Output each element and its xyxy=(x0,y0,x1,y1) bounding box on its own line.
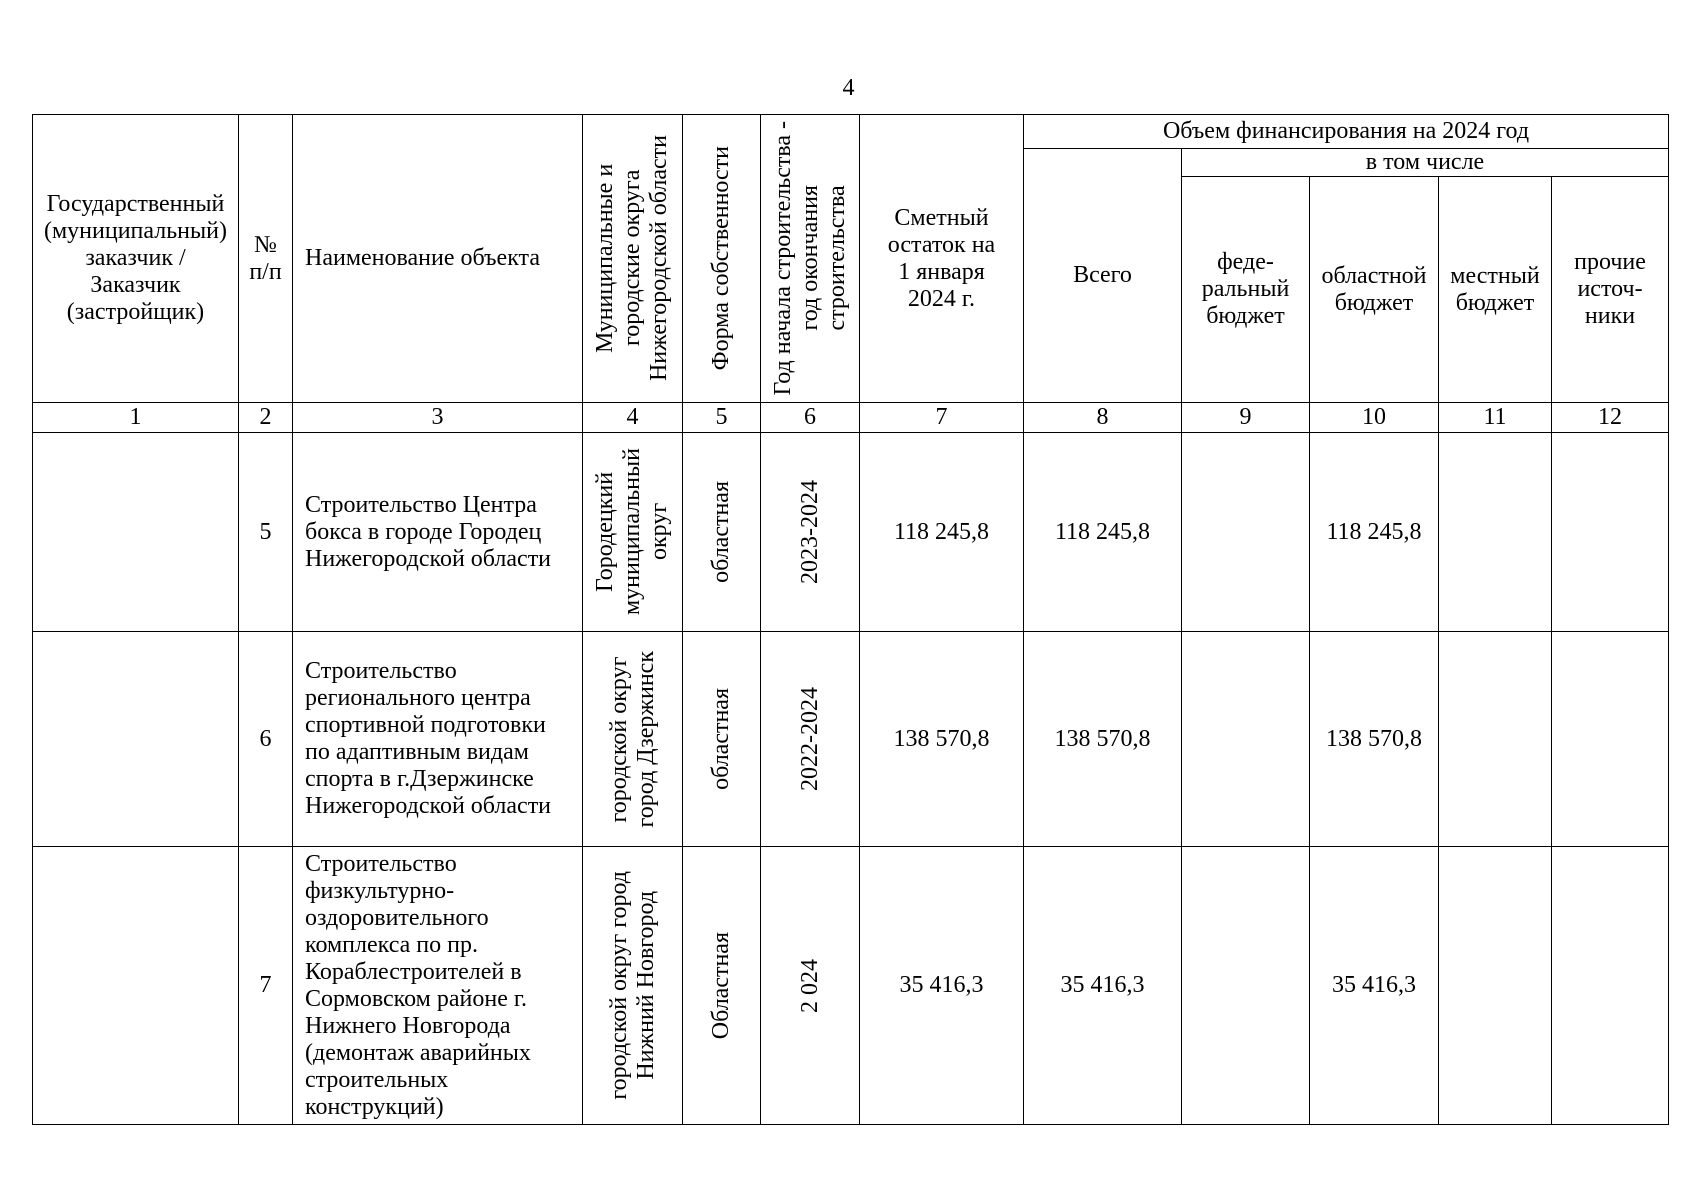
cell-federal-budget xyxy=(1182,847,1310,1125)
cell-construction-years xyxy=(761,847,860,1125)
cell-ownership xyxy=(683,433,761,632)
cell-construction-years-wrap xyxy=(763,437,857,627)
cell-municipality-text: городской округ город Дзержинск xyxy=(605,650,659,828)
cell-construction-years-text: 2022-2024 xyxy=(796,687,823,791)
column-number-2: 2 xyxy=(239,403,293,433)
cell-ownership-text: областная xyxy=(708,688,734,790)
cell-federal-budget xyxy=(1182,433,1310,632)
cell-ownership-text: областная xyxy=(708,481,734,583)
cell-municipality-wrap xyxy=(585,636,680,842)
cell-estimated-balance: 118 245,8 xyxy=(860,433,1024,632)
cell-construction-years xyxy=(761,433,860,632)
cell-other-sources xyxy=(1552,847,1669,1125)
cell-number: 6 xyxy=(239,632,293,847)
cell-municipality-wrap xyxy=(585,852,680,1120)
page-number: 4 xyxy=(842,75,855,101)
header-ownership-label: Форма собственности xyxy=(708,146,734,371)
header-financing-group: Объем финансирования на 2024 год xyxy=(1024,115,1669,149)
cell-construction-years-wrap xyxy=(763,636,857,842)
header-construction-years xyxy=(761,115,860,403)
column-number-10: 10 xyxy=(1310,403,1439,433)
header-municipality xyxy=(583,115,683,403)
cell-customer xyxy=(33,632,239,847)
table-row xyxy=(33,847,1669,1125)
header-regional-budget: областной бюджет xyxy=(1310,177,1439,403)
header-including-group: в том числе xyxy=(1182,149,1669,177)
cell-construction-years-text: 2 024 xyxy=(796,958,823,1013)
cell-regional-budget: 138 570,8 xyxy=(1310,632,1439,847)
cell-object-name: Строительство Центра бокса в городе Городец Нижегородской области xyxy=(293,433,583,632)
cell-municipality xyxy=(583,433,683,632)
cell-number: 7 xyxy=(239,847,293,1125)
cell-local-budget xyxy=(1439,433,1552,632)
cell-municipality-text: Городецкий муниципальный округ xyxy=(592,448,672,616)
column-number-12: 12 xyxy=(1552,403,1669,433)
column-number-8: 8 xyxy=(1024,403,1182,433)
cell-regional-budget: 118 245,8 xyxy=(1310,433,1439,632)
table-row xyxy=(33,433,1669,632)
column-number-11: 11 xyxy=(1439,403,1552,433)
header-total: Всего xyxy=(1024,149,1182,403)
cell-construction-years-wrap xyxy=(763,852,857,1120)
cell-customer xyxy=(33,433,239,632)
header-estimated-balance: Сметный остаток на 1 января 2024 г. xyxy=(860,115,1024,403)
header-ownership-wrap xyxy=(685,119,758,399)
cell-estimated-balance: 138 570,8 xyxy=(860,632,1024,847)
cell-construction-years-text: 2023-2024 xyxy=(796,480,823,584)
cell-federal-budget xyxy=(1182,632,1310,847)
cell-municipality-text: городской округ город Нижний Новгород xyxy=(605,871,659,1100)
column-number-9: 9 xyxy=(1182,403,1310,433)
cell-total: 138 570,8 xyxy=(1024,632,1182,847)
cell-number: 5 xyxy=(239,433,293,632)
cell-municipality xyxy=(583,632,683,847)
cell-other-sources xyxy=(1552,632,1669,847)
cell-total: 118 245,8 xyxy=(1024,433,1182,632)
column-number-5: 5 xyxy=(683,403,761,433)
header-municipality-wrap xyxy=(585,119,680,399)
cell-local-budget xyxy=(1439,847,1552,1125)
header-customer: Государственный (муниципальный) заказчик / Заказчик (застройщик) xyxy=(33,115,239,403)
header-row-1 xyxy=(33,115,1669,149)
column-numbers-row xyxy=(33,403,1669,433)
cell-total: 35 416,3 xyxy=(1024,847,1182,1125)
cell-regional-budget: 35 416,3 xyxy=(1310,847,1439,1125)
cell-municipality-wrap xyxy=(585,437,680,627)
financing-table xyxy=(32,114,1669,1125)
cell-other-sources xyxy=(1552,433,1669,632)
cell-construction-years xyxy=(761,632,860,847)
header-construction-years-wrap xyxy=(763,119,857,399)
header-construction-years-label: Год начала строительства - год окончания строительства xyxy=(769,121,850,396)
column-number-6: 6 xyxy=(761,403,860,433)
header-ownership xyxy=(683,115,761,403)
cell-ownership-wrap xyxy=(685,437,758,627)
cell-customer xyxy=(33,847,239,1125)
header-object-name: Наименование объекта xyxy=(293,115,583,403)
column-number-7: 7 xyxy=(860,403,1024,433)
header-local-budget: местный бюджет xyxy=(1439,177,1552,403)
column-number-3: 3 xyxy=(293,403,583,433)
cell-local-budget xyxy=(1439,632,1552,847)
column-number-1: 1 xyxy=(33,403,239,433)
cell-estimated-balance: 35 416,3 xyxy=(860,847,1024,1125)
cell-ownership-wrap xyxy=(685,636,758,842)
cell-ownership-text: Областная xyxy=(708,931,734,1040)
cell-municipality xyxy=(583,847,683,1125)
header-federal-budget: феде- ральный бюджет xyxy=(1182,177,1310,403)
cell-ownership xyxy=(683,847,761,1125)
column-number-4: 4 xyxy=(583,403,683,433)
cell-ownership xyxy=(683,632,761,847)
header-municipality-label: Муниципальные и городские округа Нижегородской области xyxy=(592,135,672,382)
header-other-sources: прочие источ- ники xyxy=(1552,177,1669,403)
table-row xyxy=(33,632,1669,847)
cell-ownership-wrap xyxy=(685,852,758,1120)
cell-object-name: Строительство физкультурно- оздоровительного комплекса по пр. Кораблестроителей в Сормовском районе г. Нижнего Новгорода (демонтаж аварийных строительных конструкций) xyxy=(293,847,583,1125)
cell-object-name: Строительство регионального центра спортивной подготовки по адаптивным видам спорта в г.Дзержинске Нижегородской области xyxy=(293,632,583,847)
header-number: № п/п xyxy=(239,115,293,403)
